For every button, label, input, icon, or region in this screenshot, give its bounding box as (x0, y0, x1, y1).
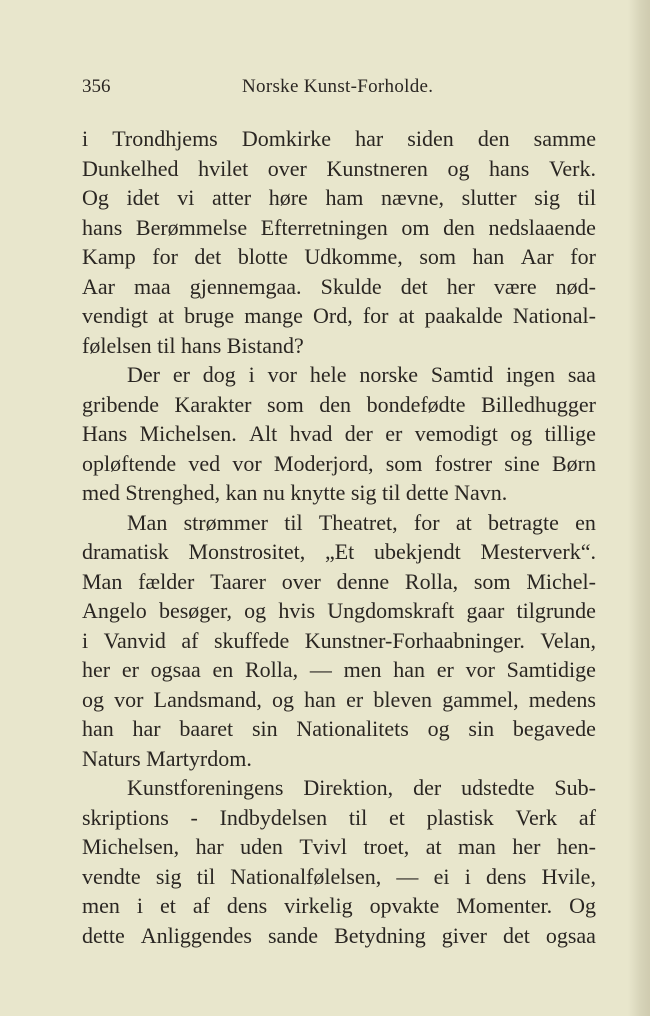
word: tilgrunde (516, 598, 596, 623)
word: dens (486, 863, 527, 889)
text-line (82, 567, 596, 597)
word: Moderjord, (273, 450, 374, 476)
word: i (82, 126, 89, 151)
word: Kunstforeningens (127, 775, 284, 800)
word: den (319, 391, 352, 417)
word: slutter (461, 185, 517, 210)
word: sande (267, 922, 319, 948)
page-header (82, 76, 596, 102)
word: gaar (466, 598, 505, 623)
word: Hvile, (541, 863, 596, 889)
word: paakalde (424, 303, 503, 328)
word: Samtid (430, 362, 494, 387)
word: Anliggendes (140, 922, 252, 948)
word: Theatret, (318, 509, 398, 535)
word: fælder (138, 568, 195, 594)
text-line (82, 862, 596, 892)
text-line: med Strenghed, kan nu knytte sig til dette Navn. (82, 480, 508, 505)
word: hvilet (198, 155, 249, 181)
word: gjennemgaa. (189, 273, 302, 299)
word: at (398, 303, 415, 328)
word: Samtidige (506, 657, 596, 682)
word: er (172, 362, 190, 387)
word: saa (567, 362, 596, 387)
word: han (472, 244, 505, 269)
word: dette (82, 922, 125, 948)
word: til (284, 509, 303, 535)
word: skriptions (82, 804, 169, 830)
word: opvakte (369, 893, 440, 918)
word: Billedhugger (481, 391, 596, 417)
word: norske (359, 362, 418, 387)
text-line (82, 596, 596, 626)
word: Domkirke (241, 126, 332, 151)
word: betragte (488, 509, 559, 535)
word: siden (407, 126, 454, 151)
word: Michel- (526, 568, 596, 594)
text-line (82, 655, 596, 685)
text-line (82, 714, 596, 744)
word: Aar (520, 244, 554, 269)
word: baaret (179, 716, 234, 741)
word: være (493, 273, 537, 299)
text-line (82, 537, 596, 567)
word: og (244, 598, 267, 623)
word: Ord, (313, 303, 353, 328)
word: bruge (184, 303, 235, 328)
word: medens (528, 686, 596, 712)
word: begavede (512, 716, 596, 741)
word: Efterretningen (260, 214, 388, 240)
word: — (396, 863, 419, 889)
word: Tvivl (299, 834, 347, 859)
word: i (82, 627, 89, 653)
word: troet, (363, 834, 410, 859)
word: i (136, 893, 143, 918)
word: har (195, 834, 224, 859)
word: atter (211, 185, 252, 210)
text-line (82, 685, 596, 715)
word: et (159, 893, 176, 918)
word: er (121, 657, 139, 682)
word: mange (244, 303, 303, 328)
word: en (575, 509, 596, 535)
word: og (427, 716, 450, 741)
word: besøger, (158, 598, 232, 623)
word: vendte (82, 863, 141, 889)
word: hans (489, 155, 530, 181)
word: sin (251, 716, 278, 741)
word: ingen (506, 362, 555, 387)
word: uden (240, 834, 283, 859)
word: Mesterverk“. (480, 539, 596, 564)
text-line (82, 183, 596, 213)
word: — (309, 657, 332, 682)
word: til (577, 185, 596, 210)
word: tillige (544, 421, 596, 446)
text-line (82, 154, 596, 184)
word: ubekjendt (374, 539, 461, 564)
word: Aar (82, 273, 115, 299)
word: Nationalitets (296, 716, 409, 741)
word: og (447, 155, 470, 181)
word: strømmer (183, 509, 268, 535)
word: bondefødte (366, 391, 466, 417)
word: der (413, 775, 442, 800)
word: Direktion, (303, 775, 394, 800)
word: Nationalfølelsen, (230, 863, 382, 889)
word: Karakter (174, 391, 252, 417)
word: Rolla, (244, 657, 299, 682)
word: idet (126, 185, 160, 210)
word: nedslaaende (488, 214, 596, 240)
word: vor (232, 450, 262, 476)
text-line (82, 242, 596, 272)
word: Kamp (82, 244, 136, 269)
word: Og (82, 185, 109, 210)
word: til (348, 804, 368, 830)
word: Dunkelhed (82, 155, 179, 181)
word: gammel, (442, 686, 519, 712)
word: han (304, 686, 336, 712)
word: som (267, 391, 304, 417)
word: Skulde (320, 273, 382, 299)
word: en (212, 657, 234, 682)
word: Momenter. (456, 893, 553, 918)
word: vor (114, 686, 144, 712)
word: Kunstner-Forhaabninger. (304, 627, 525, 653)
word: for (362, 303, 389, 328)
word: Sub- (554, 775, 596, 800)
page-edge-shadow (628, 0, 650, 1016)
word: han (393, 657, 426, 682)
word: at (455, 509, 472, 535)
word: er (436, 657, 454, 682)
word: Michelsen, (82, 834, 180, 859)
text-line (82, 508, 596, 538)
word: sig (534, 185, 560, 210)
word: blotte (237, 244, 288, 269)
word: han (82, 716, 114, 741)
text-line (82, 124, 596, 154)
word: dramatisk (82, 539, 169, 564)
word: plastisk (426, 804, 494, 830)
word: nævne, (381, 185, 444, 210)
word: sin (468, 716, 495, 741)
word: Monstrositet, (188, 539, 306, 564)
text-line (82, 213, 596, 243)
word: og (272, 686, 294, 712)
text-line (82, 360, 596, 390)
word: vor (465, 657, 495, 682)
word: denne (336, 568, 390, 594)
word: for (413, 509, 440, 535)
word: den (477, 126, 510, 151)
word: nød- (555, 273, 596, 299)
word: Berømmelse (135, 214, 248, 240)
word: hvis (278, 598, 316, 623)
word: samme (533, 126, 596, 151)
word: Vanvid (103, 627, 166, 653)
word: maa (134, 273, 171, 299)
word: gribende (82, 391, 159, 417)
word: et (388, 804, 405, 830)
word: om (401, 214, 430, 240)
word: over (267, 155, 307, 181)
word: Ungdomskraft (327, 598, 455, 623)
word: vor (267, 362, 297, 387)
word: høre (268, 185, 308, 210)
word: Udkomme, (304, 244, 403, 269)
word: Indbydelsen (219, 804, 328, 830)
word: Og (569, 893, 596, 918)
word: at (158, 303, 174, 328)
word: hele (309, 362, 347, 387)
word: vendigt (82, 303, 148, 328)
word: Børn (551, 450, 596, 476)
word: som (473, 568, 511, 594)
word: ei (433, 863, 450, 889)
word: her (82, 657, 111, 682)
word: Michelsen. (139, 421, 237, 446)
text-line (82, 390, 596, 420)
text-line (82, 419, 596, 449)
word: sine (504, 450, 540, 476)
word: Taarer (210, 568, 266, 594)
word: Verk (515, 804, 558, 830)
word: opløftende (82, 450, 177, 476)
body-text (82, 124, 596, 950)
word: ham (325, 185, 364, 210)
word: Betydning (334, 922, 426, 948)
text-line (82, 626, 596, 656)
text-line (82, 921, 596, 951)
word: er (385, 421, 403, 446)
word: Kunstneren (326, 155, 428, 181)
word: det (502, 922, 530, 948)
word: og (82, 686, 104, 712)
text-line (82, 449, 596, 479)
page-number: 356 (82, 76, 111, 97)
word: det (194, 244, 222, 269)
text-line (82, 301, 596, 331)
word: her (512, 834, 541, 859)
word: ved (188, 450, 221, 476)
text-line: følelsen til hans Bistand? (82, 332, 304, 358)
word: vi (177, 185, 195, 210)
word: til (196, 863, 216, 889)
word: fostrer (434, 450, 493, 476)
word: ogsaa (545, 922, 596, 948)
word: dens (226, 893, 268, 918)
word: Rolla, (404, 568, 459, 594)
text-line (82, 272, 596, 302)
word: hen- (556, 834, 596, 859)
word: bleven (373, 686, 433, 712)
word: at (425, 834, 442, 859)
word: - (190, 804, 198, 830)
word: den (443, 214, 475, 240)
word: for (152, 244, 178, 269)
text-line (82, 891, 596, 921)
word: hvad (289, 421, 333, 446)
text-line (82, 832, 596, 862)
word: dog (202, 362, 236, 387)
word: Hans (82, 421, 128, 446)
word: for (570, 244, 596, 269)
word: virkelig (284, 893, 353, 918)
text-line (82, 803, 596, 833)
word: af (578, 804, 596, 830)
word: i (464, 863, 471, 889)
word: sig (155, 863, 182, 889)
word: som (385, 450, 423, 476)
word: National- (512, 303, 596, 328)
word: her (446, 273, 475, 299)
text-line: Naturs Martyrdom. (82, 745, 252, 771)
word: udstedte (461, 775, 535, 800)
word: men (343, 657, 382, 682)
text-line (82, 773, 596, 803)
word: giver (441, 922, 487, 948)
word: over (281, 568, 321, 594)
word: Man (82, 568, 123, 594)
word: Alt (249, 421, 278, 446)
word: af (181, 627, 199, 653)
word: og (510, 421, 533, 446)
word: der (344, 421, 373, 446)
word: det (400, 273, 428, 299)
word: Landsmand, (153, 686, 262, 712)
word: man (458, 834, 496, 859)
word: vemodigt (414, 421, 498, 446)
word: Trondhjems (112, 126, 218, 151)
word: Verk. (548, 155, 596, 181)
word: skuffede (213, 627, 290, 653)
word: ogsaa (150, 657, 201, 682)
word: er (346, 686, 364, 712)
running-title: Norske Kunst-Forholde. (242, 76, 434, 97)
word: hans (82, 214, 123, 240)
word: som (419, 244, 456, 269)
word: har (355, 126, 384, 151)
word: Man (127, 509, 168, 535)
word: i (248, 362, 255, 387)
word: har (132, 716, 161, 741)
word: af (192, 893, 210, 918)
word: Velan, (540, 627, 596, 653)
word: men (82, 893, 120, 918)
word: Der (127, 362, 160, 387)
word: „Et (324, 539, 355, 564)
word: Angelo (82, 598, 147, 623)
